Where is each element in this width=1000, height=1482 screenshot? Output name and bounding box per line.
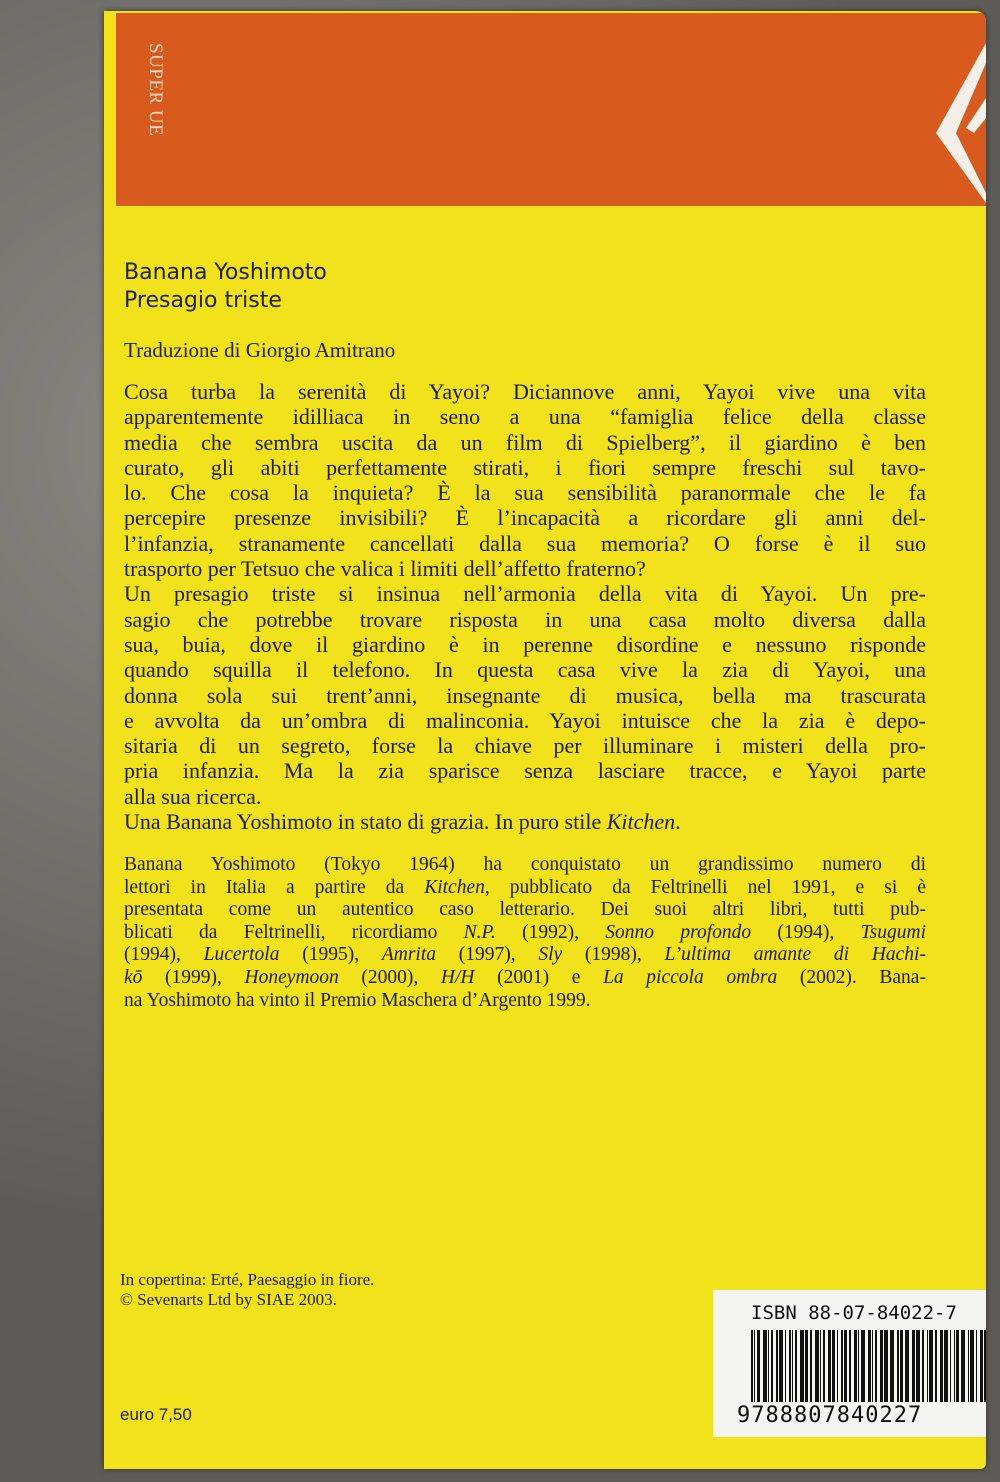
barcode-bar bbox=[751, 1330, 753, 1402]
text-span: (1994), bbox=[124, 944, 204, 966]
book-back-cover bbox=[104, 11, 986, 1469]
synopsis-line bbox=[124, 683, 926, 708]
series-band bbox=[116, 13, 986, 206]
text-span: sua, buia, dove il giardino è in perenne disordine e nessuno risponde bbox=[124, 631, 926, 657]
synopsis-line bbox=[124, 556, 926, 581]
text-span: e avvolta da un’ombra di malinconia. Yayoi intuisce che la zia è depo- bbox=[124, 707, 926, 733]
barcode-bar bbox=[789, 1330, 791, 1402]
text-span: . bbox=[675, 809, 681, 835]
barcode-bar bbox=[771, 1330, 773, 1402]
barcode-bar bbox=[927, 1330, 928, 1402]
text-span: (1997), bbox=[436, 944, 539, 966]
author-name: Banana Yoshimoto bbox=[124, 260, 327, 285]
synopsis-line bbox=[124, 809, 926, 834]
barcode-bar bbox=[954, 1330, 955, 1402]
text-span: quando squilla il telefono. In questa casa vive la zia di Yayoi, una bbox=[124, 657, 926, 683]
barcode-bar bbox=[872, 1330, 873, 1402]
synopsis-line bbox=[124, 784, 926, 809]
synopsis-line bbox=[124, 455, 926, 480]
italic-title: Amrita bbox=[381, 944, 436, 966]
barcode-bar bbox=[897, 1330, 899, 1402]
barcode-bar bbox=[757, 1330, 760, 1402]
text-span: percepire presenze invisibili? È l’incapacità a ricordare gli anni del- bbox=[124, 505, 926, 531]
barcode-bar bbox=[875, 1330, 877, 1402]
italic-title: Lucertola bbox=[203, 944, 280, 966]
barcode-bar bbox=[956, 1330, 959, 1402]
barcode-bar bbox=[929, 1330, 933, 1402]
text-span: donna sola sui trent’anni, insegnante di musica, bella ma trascurata bbox=[124, 682, 926, 708]
barcode-bar bbox=[890, 1330, 894, 1402]
italic-title: Kitchen bbox=[424, 876, 485, 898]
barcode-bar bbox=[828, 1330, 831, 1402]
barcode-bar bbox=[868, 1330, 871, 1402]
barcode-bar bbox=[854, 1330, 857, 1402]
italic-title: Honeymoon bbox=[244, 966, 339, 988]
barcode-bar bbox=[940, 1330, 943, 1402]
translator-credit: Traduzione di Giorgio Amitrano bbox=[124, 338, 396, 362]
synopsis bbox=[124, 379, 926, 834]
synopsis-line bbox=[124, 733, 926, 758]
barcode-bar bbox=[984, 1330, 986, 1402]
text-span: curato, gli abiti perfettamente stirati, i fiori sempre freschi sul tavo- bbox=[124, 454, 926, 480]
barcode-bar bbox=[792, 1330, 793, 1402]
bio-line bbox=[124, 967, 926, 990]
isbn-barcode bbox=[713, 1290, 986, 1437]
barcode-bar bbox=[800, 1330, 804, 1402]
barcode-bar bbox=[823, 1330, 825, 1402]
synopsis-line bbox=[124, 657, 926, 682]
ean-number: 9788807840227 bbox=[737, 1403, 923, 1428]
barcode-bar bbox=[950, 1330, 951, 1402]
barcode-bar bbox=[968, 1330, 969, 1402]
barcode-bar bbox=[861, 1330, 865, 1402]
barcode-bar bbox=[754, 1330, 755, 1402]
barcode-bar bbox=[916, 1330, 920, 1402]
synopsis-line bbox=[124, 632, 926, 657]
text-span: Una Banana Yoshimoto in stato di grazia. In puro stile bbox=[124, 809, 607, 835]
text-span: (2002). Bana- bbox=[777, 966, 926, 988]
barcode-bar bbox=[776, 1330, 778, 1402]
price: euro 7,50 bbox=[120, 1405, 192, 1424]
synopsis-line bbox=[124, 505, 926, 530]
barcode-bar bbox=[944, 1330, 948, 1402]
barcode-bar bbox=[858, 1330, 859, 1402]
text-span: lo. Che cosa la inquieta? È la sua sensibilità paranormale che le fa bbox=[124, 480, 926, 506]
barcode-bar bbox=[832, 1330, 835, 1402]
author-bio bbox=[124, 854, 926, 1012]
italic-title: H/H bbox=[440, 966, 475, 988]
text-span: , pubblicato da Feltrinelli nel 1991, e si è bbox=[484, 876, 926, 898]
barcode-bar bbox=[795, 1330, 797, 1402]
text-span: lettori in Italia a partire da bbox=[124, 876, 425, 898]
synopsis-line bbox=[124, 531, 926, 556]
italic-title: kō bbox=[124, 966, 143, 988]
barcode-bar bbox=[785, 1330, 786, 1402]
synopsis-line bbox=[124, 404, 926, 429]
barcode-bar bbox=[976, 1330, 977, 1402]
barcode-bar bbox=[961, 1330, 965, 1402]
barcode-bar bbox=[805, 1330, 808, 1402]
barcode-bar bbox=[810, 1330, 812, 1402]
barcode-bar bbox=[768, 1330, 769, 1402]
text-span: sitaria di un segreto, forse la chiave per illuminare i misteri della pro- bbox=[124, 733, 926, 759]
barcode-bar bbox=[900, 1330, 903, 1402]
text-span: pria infanzia. Ma la zia sparisce senza lasciare tracce, e Yayoi parte bbox=[124, 758, 926, 784]
text-span: na Yoshimoto ha vinto il Premio Maschera d’Argento 1999. bbox=[124, 989, 591, 1011]
barcode-bar bbox=[884, 1330, 888, 1402]
barcode-bar bbox=[841, 1330, 843, 1402]
text-span: sagio che potrebbe trovare risposta in una casa molto diversa dalla bbox=[124, 606, 926, 632]
series-label: SUPER UE bbox=[145, 43, 166, 137]
barcode-bar bbox=[905, 1330, 909, 1402]
barcode-bar bbox=[880, 1330, 883, 1402]
book-title: Presagio triste bbox=[124, 288, 282, 313]
bio-line bbox=[124, 877, 926, 900]
text-span: blicati da Feltrinelli, ricordiamo bbox=[124, 921, 464, 943]
text-span: Cosa turba la serenità di Yayoi? Diciannove anni, Yayoi vive una vita bbox=[124, 379, 926, 404]
barcode-bar bbox=[820, 1330, 821, 1402]
cover-credits bbox=[120, 1270, 374, 1310]
synopsis-line bbox=[124, 607, 926, 632]
bio-line bbox=[124, 922, 926, 945]
text-span: apparentemente idilliaca in seno a una “famiglia felice della classe bbox=[124, 404, 926, 430]
barcode-bar bbox=[779, 1330, 783, 1402]
text-span: (1995), bbox=[279, 944, 382, 966]
barcode-bar bbox=[935, 1330, 937, 1402]
cover-art-credit: In copertina: Erté, Paesaggio in fiore. bbox=[120, 1270, 375, 1289]
italic-title: Sonno profondo bbox=[605, 921, 752, 943]
synopsis-line bbox=[124, 708, 926, 733]
text-span: Banana Yoshimoto (Tokyo 1964) ha conquistato un grandissimo numero di bbox=[124, 854, 926, 875]
text-span: (1998), bbox=[562, 944, 665, 966]
text-span: alla sua ricerca. bbox=[124, 783, 262, 809]
text-span: media che sembra uscita da un film di Spielberg”, il giardino è ben bbox=[124, 429, 926, 455]
text-span: (1994), bbox=[751, 921, 861, 943]
italic-title: La piccola ombra bbox=[603, 966, 778, 988]
italic-title: N.P. bbox=[463, 921, 496, 943]
bio-line bbox=[124, 854, 926, 877]
isbn-number: ISBN 88-07-84022-7 bbox=[751, 1302, 957, 1324]
text-span: l’infanzia, stranamente cancellati dalla sua memoria? O forse è il suo bbox=[124, 530, 926, 556]
barcode-bar bbox=[849, 1330, 851, 1402]
barcode-bar bbox=[970, 1330, 974, 1402]
bio-line bbox=[124, 990, 926, 1013]
barcode-bar bbox=[844, 1330, 847, 1402]
italic-title: Sly bbox=[538, 944, 563, 966]
italic-title: Tsugumi bbox=[860, 921, 926, 943]
text-span: (1992), bbox=[495, 921, 606, 943]
barcode-bar bbox=[837, 1330, 838, 1402]
text-span: (2001) e bbox=[474, 966, 604, 988]
synopsis-line bbox=[124, 480, 926, 505]
synopsis-line bbox=[124, 581, 926, 606]
barcode-bar bbox=[922, 1330, 924, 1402]
barcode-bar bbox=[815, 1330, 819, 1402]
bio-line bbox=[124, 899, 926, 922]
copyright-notice: © Sevenarts Ltd by SIAE 2003. bbox=[120, 1290, 337, 1309]
italic-title: L’ultima amante di Hachi- bbox=[664, 944, 926, 966]
synopsis-line bbox=[124, 379, 926, 404]
bio-line bbox=[124, 944, 926, 967]
barcode-bar bbox=[912, 1330, 915, 1402]
text-span: (1999), bbox=[142, 966, 245, 988]
barcode-bars bbox=[751, 1330, 986, 1402]
barcode-bar bbox=[763, 1330, 767, 1402]
text-span: trasporto per Tetsuo che valica i limiti dell’affetto fraterno? bbox=[124, 556, 646, 582]
text-span: Un presagio triste si insinua nell’armonia della vita di Yayoi. Un pre- bbox=[124, 581, 926, 607]
synopsis-line bbox=[124, 758, 926, 783]
synopsis-line bbox=[124, 430, 926, 455]
publisher-logo-icon bbox=[936, 43, 986, 203]
barcode-bar bbox=[980, 1330, 983, 1402]
text-span: (2000), bbox=[338, 966, 441, 988]
text-span: presentata come un autentico caso letterario. Dei suoi altri libri, tutti pub- bbox=[124, 899, 926, 921]
italic-title: Kitchen bbox=[606, 809, 676, 835]
